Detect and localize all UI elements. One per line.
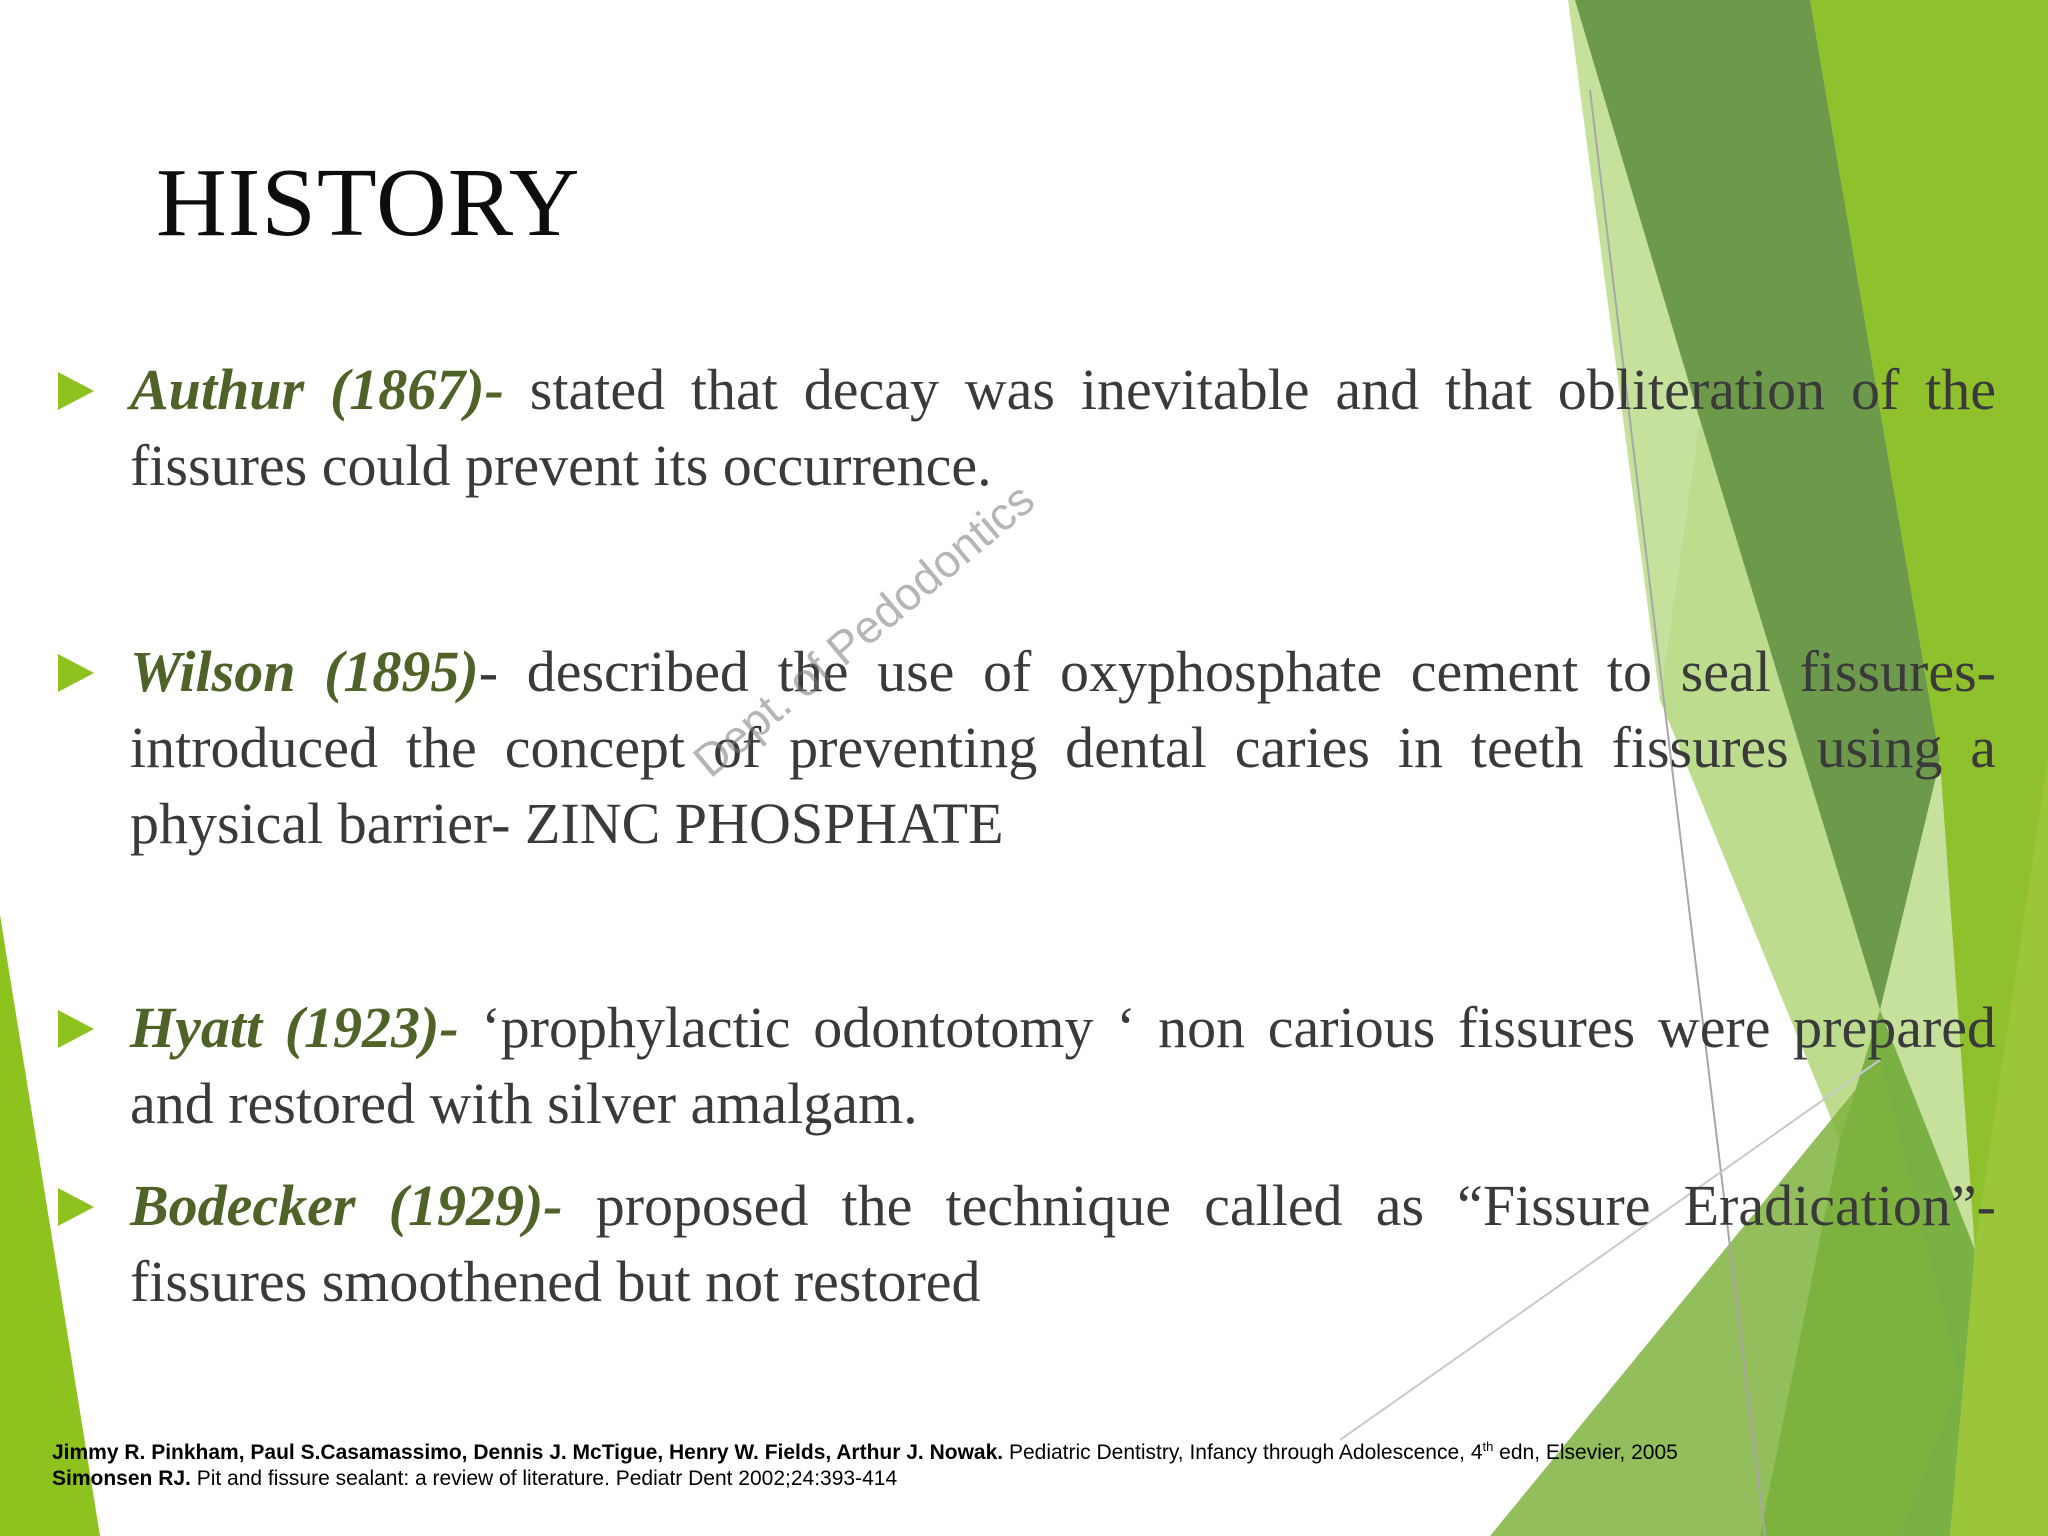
bullet-text: - described the use of oxyphosphate cement to seal fissures- introduced the concept of preventing dental caries in teeth fissures using a physical barrier- ZINC PHOSPHATE (130, 639, 1996, 856)
reference-superscript: th (1482, 1439, 1494, 1454)
bullet-hyatt (130, 990, 1996, 1142)
reference-2 (52, 1466, 1678, 1492)
bullet-text: stated that decay was inevitable and that obliteration of the fissures could prevent its occurrence. (130, 357, 1996, 498)
bullet-arrow-icon (58, 1010, 94, 1048)
references (52, 1434, 1678, 1492)
bullet-author: Wilson (1895) (130, 639, 479, 704)
bullet-text: ‘prophylactic odontotomy ‘ non carious fissures were prepared and restored with silver amalgam. (130, 995, 1996, 1136)
bullet-arrow-icon (58, 1188, 94, 1226)
reference-authors: Jimmy R. Pinkham, Paul S.Casamassimo, Dennis J. McTigue, Henry W. Fields, Arthur J. Nowak. (52, 1441, 1004, 1464)
watermark: Dept. of Pedodontics (683, 472, 1044, 787)
bullet-arrow-icon (58, 372, 94, 410)
reference-1 (52, 1434, 1678, 1466)
bullet-author: Bodecker (1929)- (130, 1173, 563, 1238)
reference-authors: Simonsen RJ. (52, 1467, 191, 1490)
bullet-wilson (130, 634, 1996, 862)
bullet-author: Authur (1867)- (130, 357, 504, 422)
bullet-text: proposed the technique called as “Fissure Eradication”- fissures smoothened but not restored (130, 1173, 1996, 1314)
reference-text-end: edn, Elsevier, 2005 (1493, 1441, 1678, 1464)
bullet-arrow-icon (58, 654, 94, 692)
bullet-bodecker (130, 1168, 1996, 1320)
reference-text: Pediatric Dentistry, Infancy through Adolescence, 4 (1003, 1441, 1483, 1464)
bullet-authur (130, 352, 1996, 504)
reference-text: Pit and fissure sealant: a review of literature. Pediatr Dent 2002;24:393-414 (190, 1467, 898, 1490)
bullet-author: Hyatt (1923)- (130, 995, 459, 1060)
slide-title: HISTORY (156, 149, 581, 257)
